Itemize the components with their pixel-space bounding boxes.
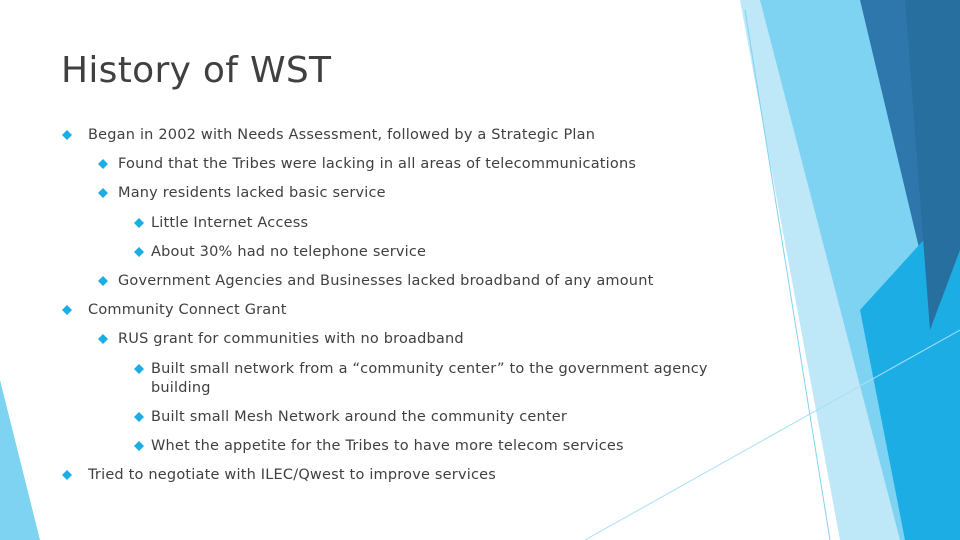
bullet-text: Whet the appetite for the Tribes to have more telecom services [151,438,624,454]
bullet-item [88,301,648,320]
bullet-item [88,466,648,485]
bullet-item [88,126,648,145]
bullet-text: Built small Mesh Network around the community center [151,409,568,425]
bullet-text: About 30% had no telephone service [151,244,427,260]
bullet-item [118,155,678,174]
diamond-bullet-icon [134,441,144,451]
diamond-bullet-icon [98,276,108,286]
bullet-item [118,272,678,291]
bullet-text: Tried to negotiate with ILEC/Qwest to improve services [88,467,496,483]
diamond-bullet-icon [134,364,144,374]
bullet-item [118,330,678,349]
left-facet [0,380,40,540]
bullet-text: RUS grant for communities with no broadband [118,331,464,347]
bullet-item [151,360,716,398]
diamond-bullet-icon [98,334,108,344]
diamond-bullet-icon [98,159,108,169]
bullet-text: Government Agencies and Businesses lacked broadband of any amount [118,273,654,289]
bullet-item [151,214,691,233]
bullet-item [151,437,691,456]
diamond-bullet-icon [62,470,72,480]
bullet-text: Built small network from a “community center” to the government agency building [151,361,708,396]
diamond-bullet-icon [134,218,144,228]
bullet-item [151,408,691,427]
bullet-item [118,184,678,203]
bullet-text: Little Internet Access [151,215,309,231]
diamond-bullet-icon [62,130,72,140]
bullet-item [151,243,691,262]
diamond-bullet-icon [62,305,72,315]
diamond-bullet-icon [134,412,144,422]
diamond-bullet-icon [134,247,144,257]
diamond-bullet-icon [98,188,108,198]
slide-title: History of WST [61,50,332,91]
bullet-text: Began in 2002 with Needs Assessment, followed by a Strategic Plan [88,127,596,143]
bullet-text: Community Connect Grant [88,302,287,318]
bullet-text: Many residents lacked basic service [118,185,386,201]
bullet-text: Found that the Tribes were lacking in all areas of telecommunications [118,156,637,172]
